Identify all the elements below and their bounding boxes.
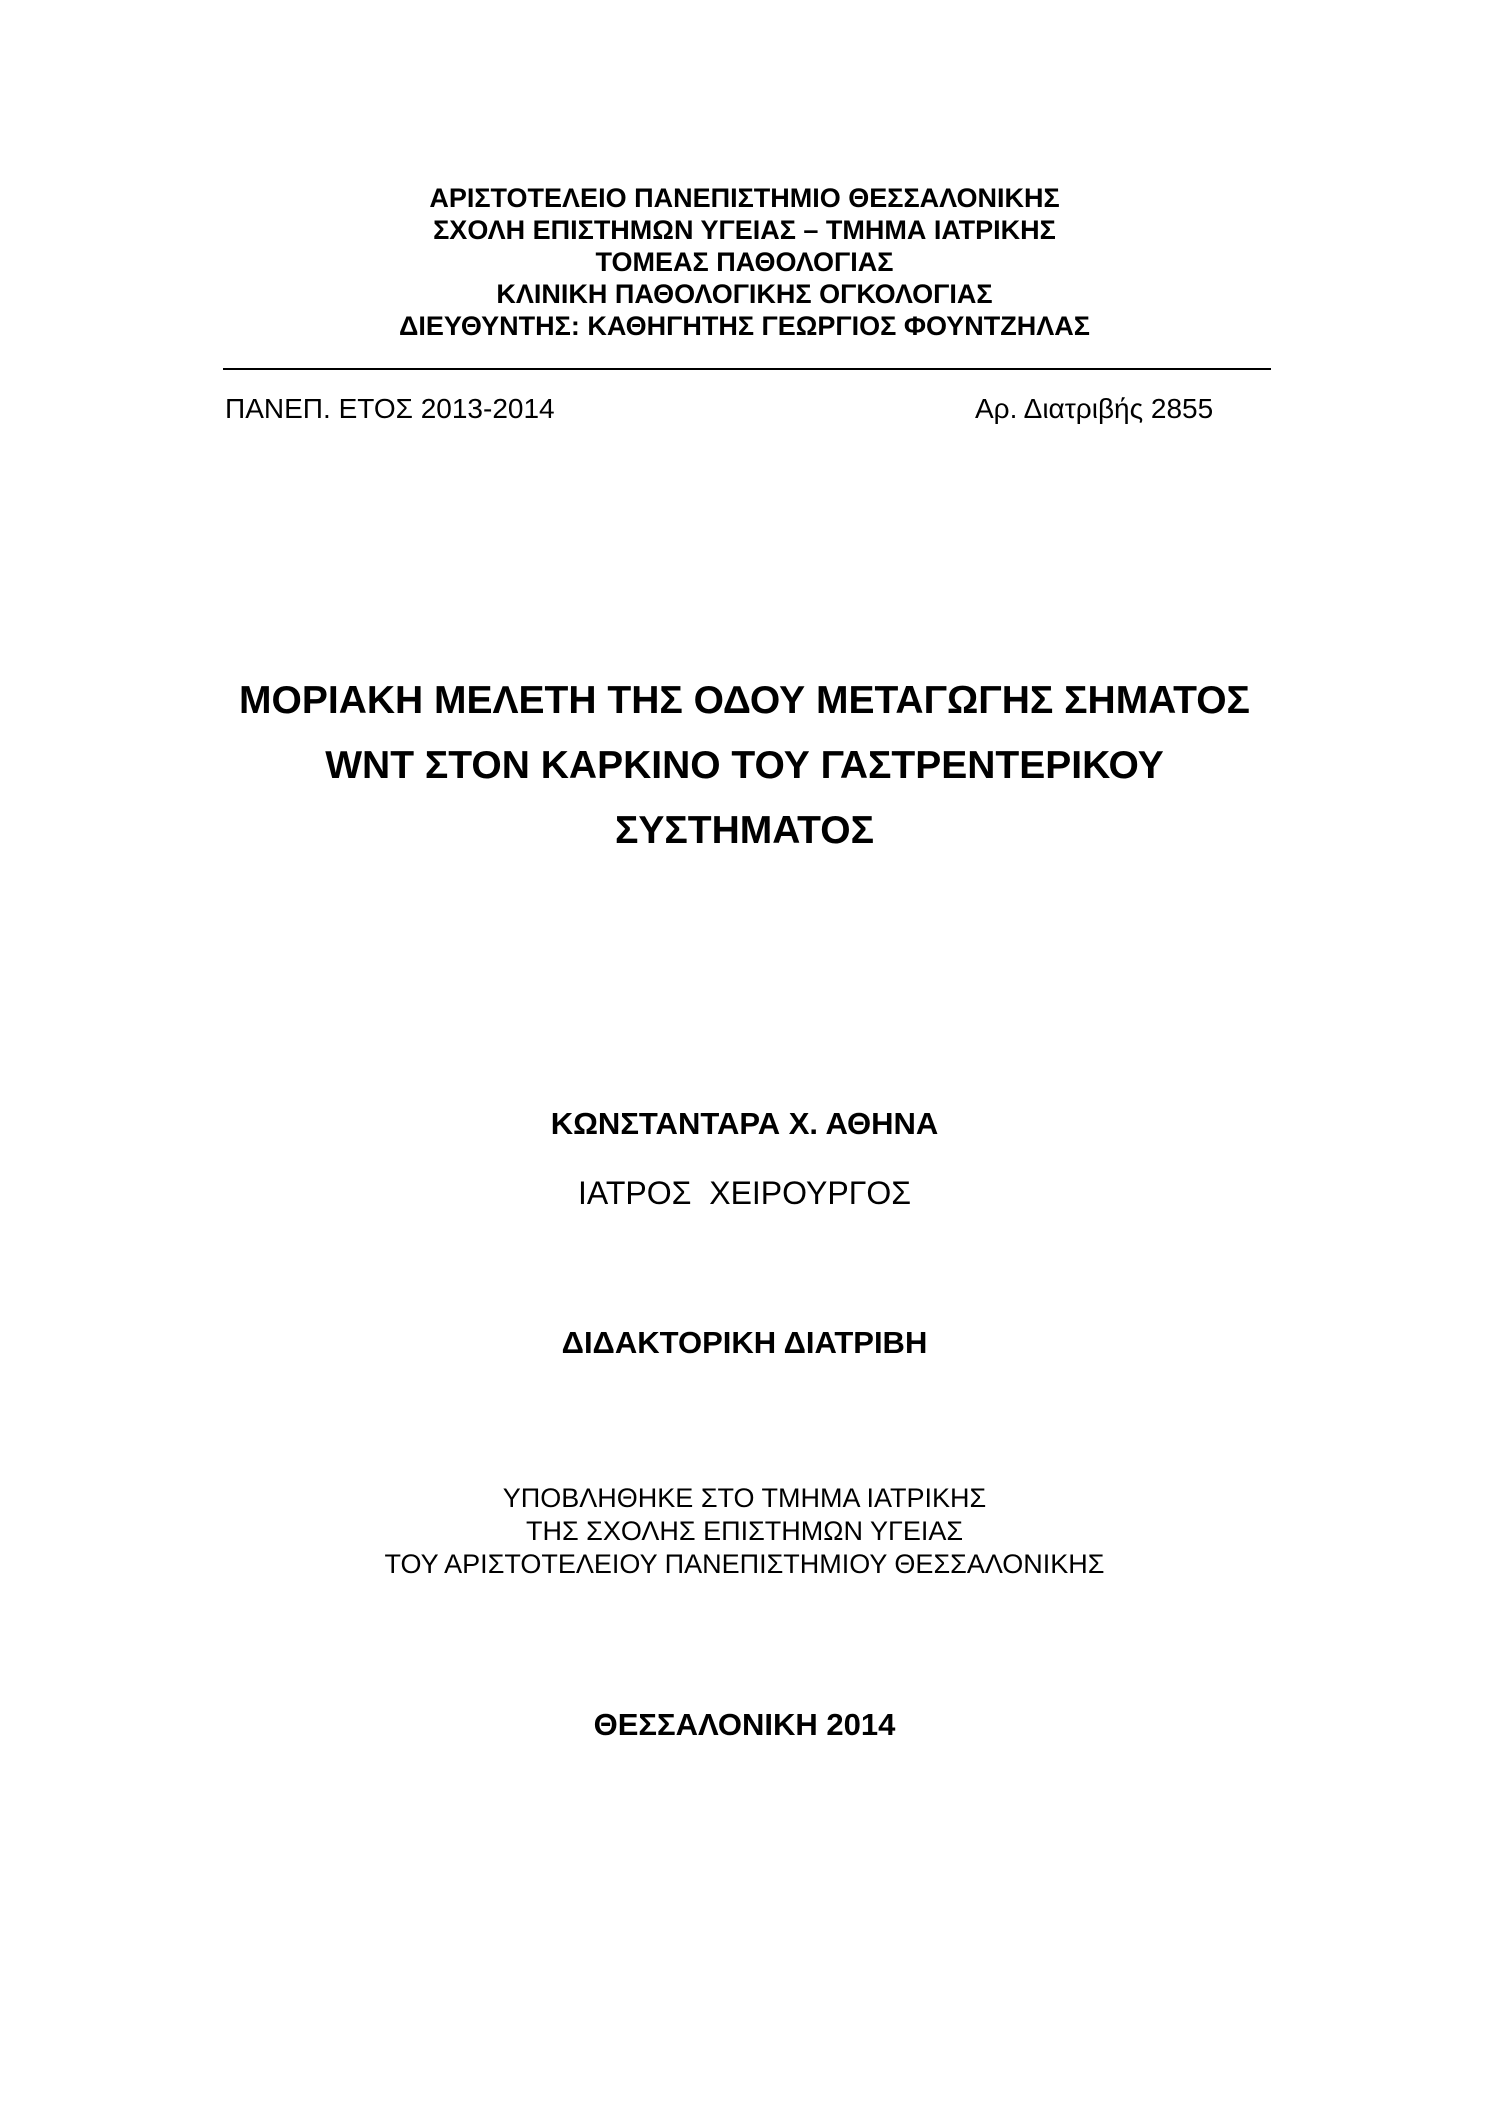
- place-and-year: ΘΕΣΣΑΛΟΝΙΚΗ 2014: [593, 1707, 896, 1742]
- submission-line: ΤΗΣ ΣΧΟΛΗΣ ΕΠΙΣΤΗΜΩΝ ΥΓΕΙΑΣ: [525, 1516, 964, 1546]
- academic-year: ΠΑΝΕΠ. ΕΤΟΣ 2013-2014: [225, 393, 555, 424]
- author-name: ΚΩΝΣΤΑΝΤΑΡΑ Χ. ΑΘΗΝΑ: [550, 1106, 939, 1141]
- thesis-title-line: ΜΟΡΙΑΚΗ ΜΕΛΕΤΗ ΤΗΣ ΟΔΟΥ ΜΕΤΑΓΩΓΗΣ ΣΗΜΑΤΟΣ: [239, 679, 1250, 722]
- university-name: ΑΡΙΣΤΟΤΕΛΕΙΟ ΠΑΝΕΠΙΣΤΗΜΙΟ ΘΕΣΣΑΛΟΝΙΚΗΣ: [429, 183, 1060, 213]
- director-line: ΔΙΕΥΘΥΝΤΗΣ: ΚΑΘΗΓΗΤΗΣ ΓΕΩΡΓΙΟΣ ΦΟΥΝΤΖΗΛΑΣ: [399, 311, 1090, 341]
- sector-name: ΤΟΜΕΑΣ ΠΑΘΟΛΟΓΙΑΣ: [595, 247, 894, 277]
- school-department: ΣΧΟΛΗ ΕΠΙΣΤΗΜΩΝ ΥΓΕΙΑΣ – ΤΜΗΜΑ ΙΑΤΡΙΚΗΣ: [433, 215, 1056, 245]
- thesis-type: ΔΙΔΑΚΤΟΡΙΚΗ ΔΙΑΤΡΙΒΗ: [561, 1325, 928, 1360]
- thesis-number: Αρ. Διατριβής 2855: [975, 393, 1214, 424]
- header-divider: [223, 368, 1271, 370]
- thesis-title: [0, 668, 1489, 863]
- submission-line: ΤΟΥ ΑΡΙΣΤΟΤΕΛΕΙΟΥ ΠΑΝΕΠΙΣΤΗΜΙΟΥ ΘΕΣΣΑΛΟΝΙΚΗΣ: [384, 1549, 1105, 1579]
- submission-statement: [0, 1482, 1489, 1581]
- clinic-name: ΚΛΙΝΙΚΗ ΠΑΘΟΛΟΓΙΚΗΣ ΟΓΚΟΛΟΓΙΑΣ: [496, 279, 993, 309]
- thesis-title-line: WNT ΣΤΟΝ ΚΑΡΚΙΝΟ ΤΟΥ ΓΑΣΤΡΕΝΤΕΡΙΚΟΥ: [325, 744, 1164, 787]
- author-profession: ΙΑΤΡΟΣ ΧΕΙΡΟΥΡΓΟΣ: [578, 1175, 911, 1211]
- institution-header: [0, 182, 1489, 342]
- submission-line: ΥΠΟΒΛΗΘΗΚΕ ΣΤΟ ΤΜΗΜΑ ΙΑΤΡΙΚΗΣ: [502, 1483, 987, 1513]
- thesis-title-line: ΣΥΣΤΗΜΑΤΟΣ: [614, 809, 875, 852]
